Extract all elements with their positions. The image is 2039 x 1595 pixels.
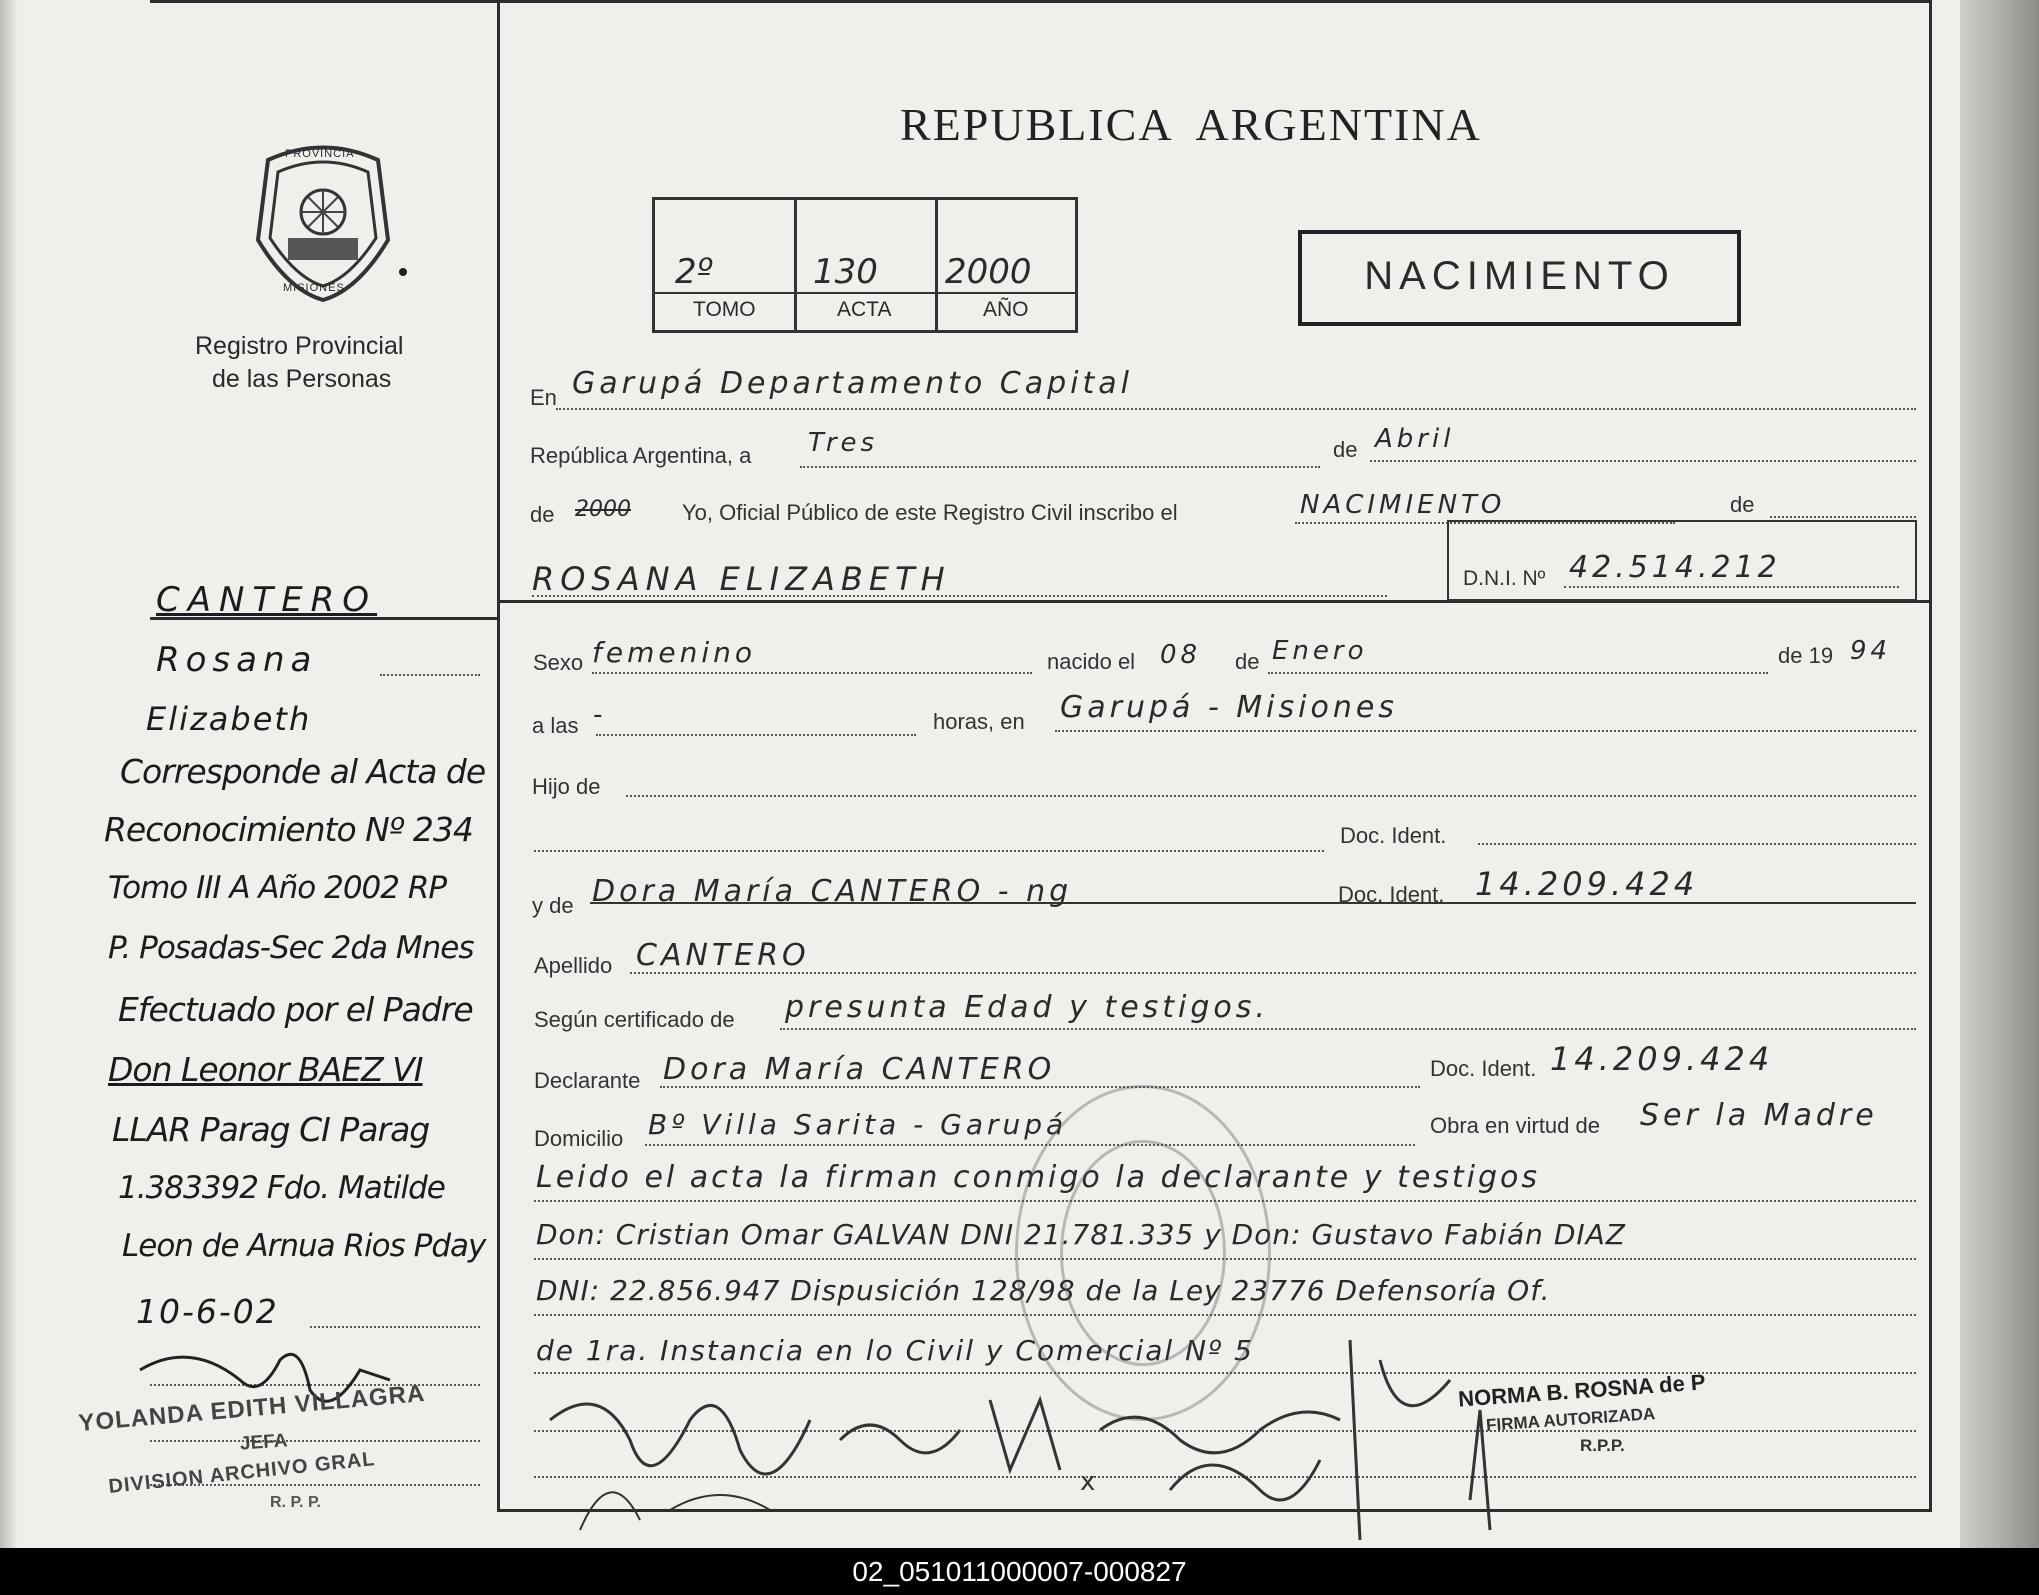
official-signature (1150, 1320, 1600, 1550)
segun-dotline (780, 1028, 1916, 1030)
margin-note-10: LLAR Parag CI Parag (112, 1110, 430, 1149)
doc1-label: Doc. Ident. (1340, 823, 1447, 848)
margin-note-5: Reconocimiento Nº 234 (104, 810, 473, 849)
margin-note-11: 1.383392 Fdo. Matilde (118, 1170, 445, 1206)
obra-label: Obra en virtud de (1430, 1113, 1600, 1138)
doc2-value: 14.209.424 (1475, 865, 1699, 903)
margin-note-6: Tomo III A Año 2002 RP (108, 870, 447, 906)
en-label: En (530, 385, 557, 410)
mes-dotline (1370, 460, 1916, 462)
texto-libre-2: Don: Cristian Omar GALVAN DNI 21.781.335 y Don: Gustavo Fabián DIAZ (536, 1218, 1626, 1251)
nombre-dotline (532, 595, 1387, 597)
mes-nac-dotline (1268, 672, 1768, 674)
top-border (150, 0, 1932, 3)
registry-name-line1: Registro Provincial (195, 332, 404, 360)
domicilio-dotline (645, 1144, 1415, 1146)
apellido-value: CANTERO (636, 938, 810, 973)
dni-label: D.N.I. Nº (1463, 567, 1546, 590)
tomo-value: 2º (675, 252, 713, 292)
nacido-anio: 94 (1850, 636, 1892, 666)
doc2-label: Doc. Ident. (1338, 882, 1445, 907)
segun-label: Según certificado de (534, 1007, 735, 1032)
domicilio-value: Bº Villa Sarita - Garupá (648, 1108, 1068, 1141)
acta-value: 130 (813, 252, 878, 292)
de-label: de (1333, 437, 1358, 462)
texto-libre-1: Leido el acta la firman conmigo la declarante y testigos (536, 1160, 1541, 1195)
apellido-label: Apellido (534, 953, 613, 978)
margin-note-2: Rosana (156, 640, 318, 680)
margin-dotline-13 (310, 1326, 480, 1328)
dni-value: 42.514.212 (1569, 550, 1781, 585)
hijo-dotline-2 (534, 850, 1324, 852)
nacido-mes: Enero (1272, 636, 1368, 666)
republica-label: República Argentina, a (530, 443, 752, 468)
yde-label: y de (532, 893, 574, 918)
anio-value: 2000 (945, 252, 1032, 292)
book-spine (1960, 0, 2039, 1548)
dni-box (1447, 520, 1917, 601)
margin-note-1: CANTERO (156, 580, 378, 620)
texto-libre-4: de 1ra. Instancia en lo Civil y Comercial Nº 5 (536, 1334, 1254, 1367)
horas-label: horas, en (933, 709, 1025, 734)
archive-stamp-line4: R. P. P. (270, 1494, 321, 1511)
doc3-value: 14.209.424 (1550, 1040, 1774, 1078)
de4-label: de (1235, 649, 1260, 674)
firma-stamp-line3: R.P.P. (1580, 1436, 1625, 1455)
horas-dotline (1055, 730, 1916, 732)
de5-label: de 19 (1778, 643, 1834, 668)
svg-text:x: x (1080, 1467, 1096, 1497)
margin-note-13: 10-6-02 (136, 1292, 279, 1331)
inscripcion-anio-value: 2000 (575, 497, 631, 522)
margin-note-7: P. Posadas-Sec 2da Mnes (108, 930, 474, 966)
horas-value: Garupá - Misiones (1060, 690, 1398, 725)
alas-value: - (593, 700, 607, 730)
margin-note-12: Leon de Arnua Rios Pday (122, 1228, 486, 1264)
hijo-dotline (626, 795, 1916, 797)
declarante-value: Dora María CANTERO (663, 1052, 1056, 1087)
mes-value: Abril (1375, 424, 1455, 454)
seal-top-text: PROVINCIA (285, 148, 355, 160)
alas-dotline (596, 734, 916, 736)
act-type-title: NACIMIENTO (1364, 254, 1675, 298)
declarante-dotline (660, 1086, 1420, 1088)
yo-text: Yo, Oficial Público de este Registro Civil inscribo el (682, 500, 1178, 525)
en-dotline (556, 408, 1916, 410)
dia-dotline (800, 466, 1320, 468)
apellido-dotline (630, 972, 1916, 974)
segun-value: presunta Edad y testigos. (785, 990, 1269, 1025)
act-type-box (1298, 230, 1741, 326)
de2-label: de (530, 502, 555, 527)
hijo-label: Hijo de (532, 774, 601, 799)
declarante-label: Declarante (534, 1068, 641, 1093)
margin-note-9: Don Leonor BAEZ VI (108, 1050, 423, 1089)
obra-value: Ser la Madre (1640, 1098, 1878, 1133)
firma-stamp-line1: NORMA B. ROSNA de P (1457, 1369, 1707, 1412)
margin-dotline-15 (150, 1440, 480, 1442)
texto-libre-3: DNI: 22.856.947 Dispusición 128/98 de la Ley 23776 Defensoría Of. (536, 1274, 1551, 1307)
nombre-value: ROSANA ELIZABETH (532, 560, 951, 598)
madre-value: Dora María CANTERO - ng (592, 874, 1073, 909)
madre-line (590, 902, 1916, 904)
de3-label: de (1730, 492, 1755, 517)
firma-stamp-line2: FIRMA AUTORIZADA (1485, 1404, 1656, 1435)
en-value: Garupá Departamento Capital (572, 366, 1133, 401)
nacido-dia: 08 (1160, 640, 1202, 670)
nacido-label: nacido el (1047, 649, 1136, 674)
tomo-label: TOMO (693, 298, 756, 321)
page-shadow-left (0, 0, 18, 1548)
sexo-label: Sexo (533, 650, 584, 675)
record-box (652, 197, 1078, 333)
anio-label: AÑO (983, 298, 1029, 321)
registry-name-line2: de las Personas (212, 365, 392, 393)
archive-stamp-line2: JEFA (239, 1430, 289, 1455)
right-border (1929, 0, 1932, 1512)
archive-stamp-line1: YOLANDA EDITH VILLAGRA (77, 1379, 427, 1438)
archive-stamp-line3: DIVISION ARCHIVO GRAL (107, 1448, 377, 1498)
dia-value: Tres (808, 428, 879, 458)
margin-note-3: Elizabeth (146, 700, 312, 738)
column-divider (497, 0, 500, 1512)
de3-dotline (1770, 516, 1916, 518)
acta-label: ACTA (837, 298, 892, 321)
sexo-value: femenino (592, 636, 756, 669)
doc3-label: Doc. Ident. (1430, 1056, 1537, 1081)
alas-label: a las (532, 713, 579, 738)
dni-dotline (1564, 586, 1899, 588)
seal-bottom-text: MISIONES (283, 282, 345, 294)
country-title: REPUBLICA ARGENTINA (900, 99, 1482, 150)
sexo-dotline (592, 672, 1032, 674)
province-seal-icon (238, 140, 408, 305)
margin-dotline-2 (380, 674, 480, 676)
margin-note-4: Corresponde al Acta de (120, 752, 486, 791)
inscribo-value: NACIMIENTO (1300, 490, 1506, 520)
domicilio-label: Domicilio (534, 1126, 624, 1151)
margin-note-8: Efectuado por el Padre (118, 990, 473, 1029)
image-id-footer: 02_051011000007-000827 (0, 1548, 2039, 1595)
doc1-dotline (1478, 843, 1916, 845)
